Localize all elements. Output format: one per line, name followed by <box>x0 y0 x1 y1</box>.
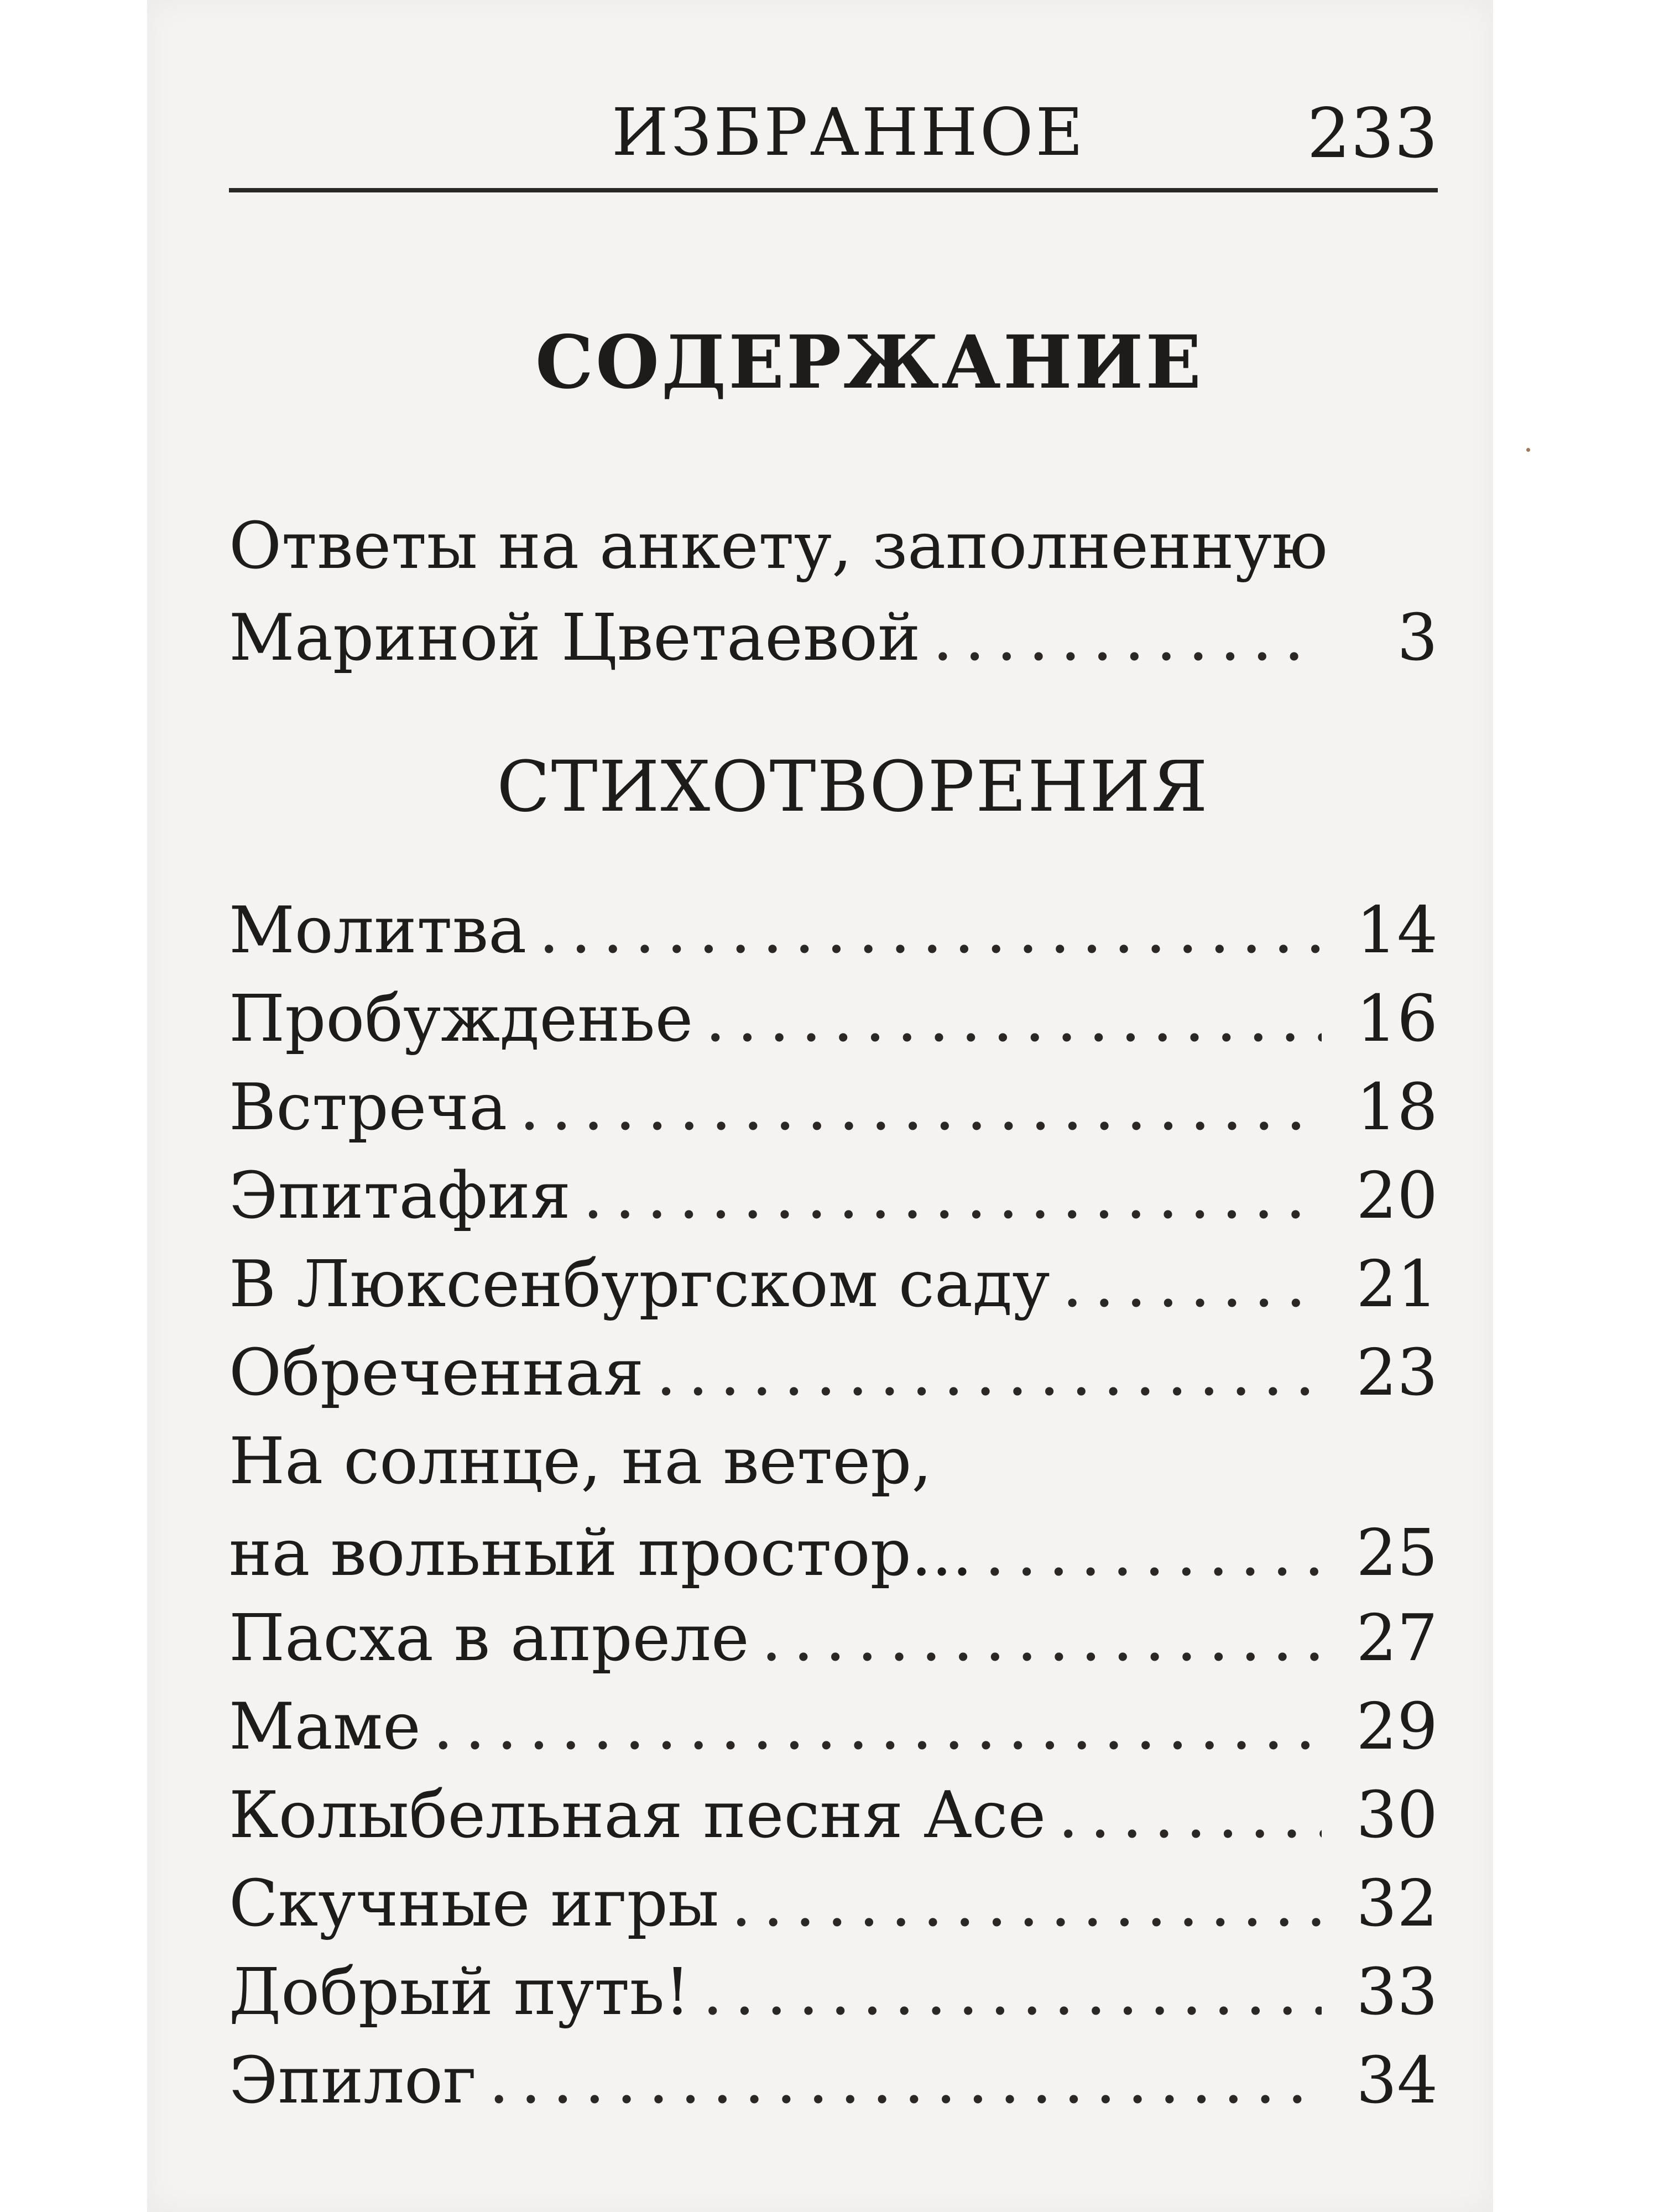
toc-entry <box>229 1689 1438 1764</box>
toc-entry-page: 20 <box>1356 1159 1438 1233</box>
toc-entry-page: 25 <box>1356 1516 1438 1590</box>
toc-entry <box>229 2043 1438 2118</box>
toc-entry-page: 3 <box>1397 601 1438 675</box>
leader-dots <box>656 1341 1322 1405</box>
toc-entry-intro <box>229 509 1438 675</box>
running-head <box>229 83 1438 194</box>
toc-entry-page: 27 <box>1356 1601 1438 1676</box>
toc-entry-title-continued: на вольный простор... <box>229 1516 973 1590</box>
toc-entry-title: Молитва <box>229 893 527 968</box>
toc-entry-page: 23 <box>1356 1335 1438 1410</box>
toc-entry-page: 30 <box>1356 1778 1438 1853</box>
header-rule <box>229 188 1438 192</box>
leader-dots <box>932 606 1322 670</box>
toc-entry <box>229 1424 1438 1590</box>
toc-entry <box>229 982 1438 1056</box>
toc-entry-page: 34 <box>1356 2043 1438 2118</box>
toc-entry-page: 32 <box>1356 1866 1438 1941</box>
page-number: 233 <box>1307 94 1438 174</box>
section-heading: СТИХОТВОРЕНИЯ <box>497 746 1209 827</box>
toc-entry <box>229 1335 1438 1410</box>
toc-entry-title: Скучные игры <box>229 1866 719 1941</box>
leader-dots <box>1062 1253 1322 1317</box>
toc-entry-title: Эпитафия <box>229 1159 571 1233</box>
toc-entry-page: 18 <box>1356 1070 1438 1145</box>
leader-dots <box>731 1872 1322 1936</box>
toc-entry-title: На солнце, на ветер, <box>229 1424 932 1499</box>
leader-dots <box>519 1076 1322 1140</box>
paper-speck <box>1526 448 1530 452</box>
leader-dots <box>702 1960 1322 2025</box>
leader-dots <box>489 2049 1322 2113</box>
toc-entry <box>229 1601 1438 1676</box>
toc-entry <box>229 1955 1438 2030</box>
toc-entry-title: В Люксенбургском саду <box>229 1247 1050 1322</box>
toc-entry-title: Пробужденье <box>229 982 693 1056</box>
toc-entry-title: Эпилог <box>229 2043 477 2118</box>
leader-dots <box>984 1521 1322 1585</box>
toc-entry-title: Маме <box>229 1689 421 1764</box>
toc-entry-page: 33 <box>1356 1955 1438 2030</box>
leader-dots <box>583 1164 1322 1228</box>
leader-dots <box>1058 1783 1322 1848</box>
toc-entry-title: Добрый путь! <box>229 1955 691 2030</box>
toc-entry <box>229 893 1438 968</box>
toc-entry-page: 29 <box>1356 1689 1438 1764</box>
toc-entry-title: Пасха в апреле <box>229 1601 749 1676</box>
leader-dots <box>539 899 1322 963</box>
toc-entry <box>229 1070 1438 1145</box>
toc-entry-title: Обреченная <box>229 1335 644 1410</box>
toc-entry <box>229 1159 1438 1233</box>
toc-entry <box>229 1247 1438 1322</box>
toc-entry-page: 14 <box>1356 893 1438 968</box>
leader-dots <box>433 1695 1322 1759</box>
leader-dots <box>705 987 1322 1051</box>
toc-entry <box>229 1866 1438 1941</box>
leader-dots <box>761 1606 1322 1671</box>
toc-entry <box>229 1778 1438 1853</box>
toc-entry-title: Встреча <box>229 1070 508 1145</box>
toc-entry-page: 16 <box>1356 982 1438 1056</box>
toc-heading: СОДЕРЖАНИЕ <box>535 320 1204 405</box>
toc-entry-title-continued: Мариной Цветаевой <box>229 601 921 675</box>
running-head-title: ИЗБРАННОЕ <box>612 94 1086 170</box>
toc-entry-title: Колыбельная песня Асе <box>229 1778 1046 1853</box>
toc-entry-title: Ответы на анкету, заполненную <box>229 509 1328 583</box>
toc-entry-page: 21 <box>1356 1247 1438 1322</box>
